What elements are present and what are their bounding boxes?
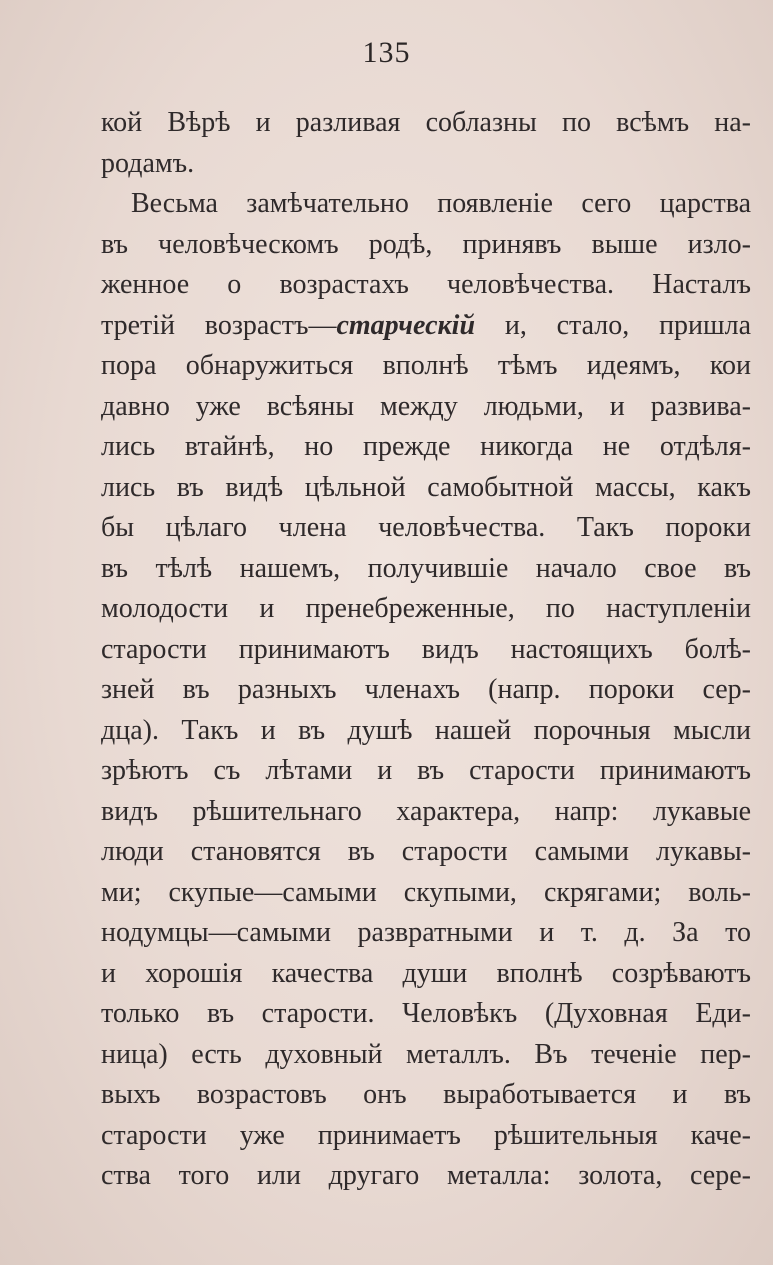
text-line: давно уже всѣяны между людьми, и развива- bbox=[101, 390, 751, 422]
text-segment: и, стало, пришла bbox=[475, 309, 751, 341]
text-line: и хорошія качества души вполнѣ созрѣваютъ bbox=[101, 957, 751, 989]
text-line: бы цѣлаго члена человѣчества. Такъ пороки bbox=[101, 512, 751, 543]
text-line: видъ рѣшительнаго характера, напр: лукавые bbox=[101, 795, 751, 827]
text-line: кой Вѣрѣ и разливая соблазны по всѣмъ на- bbox=[101, 107, 751, 138]
text-line: выхъ возрастовъ онъ выработывается и въ bbox=[101, 1079, 751, 1110]
text-line: пора обнаружиться вполнѣ тѣмъ идеямъ, кои bbox=[101, 350, 751, 381]
page-number: 135 bbox=[362, 36, 411, 69]
text-line: дца). Такъ и въ душѣ нашей порочныя мысли bbox=[101, 714, 751, 746]
text-line: родамъ. bbox=[101, 147, 195, 179]
text-line bbox=[101, 306, 751, 347]
text-line: старости принимаютъ видъ настоящихъ болѣ- bbox=[101, 633, 751, 665]
text-line: лись въ видѣ цѣльной самобытной массы, какъ bbox=[101, 471, 751, 503]
italic-emphasis: старческій bbox=[336, 309, 476, 341]
text-line: зрѣютъ съ лѣтами и въ старости принимаютъ bbox=[101, 755, 751, 786]
body-text bbox=[101, 103, 751, 1197]
text-line: въ тѣлѣ нашемъ, получившіе начало свое въ bbox=[101, 552, 751, 584]
text-line: ми; скупые—самыми скупыми, скрягами; воль- bbox=[101, 876, 751, 908]
text-line: ница) есть духовный металлъ. Въ теченіе пер- bbox=[101, 1038, 751, 1070]
text-line: лись втайнѣ, но прежде никогда не отдѣля- bbox=[101, 431, 751, 462]
text-line: женное о возрастахъ человѣчества. Насталъ bbox=[101, 269, 751, 300]
text-line: въ человѣческомъ родѣ, принявъ выше изло- bbox=[101, 228, 751, 260]
text-line: ства того или другаго металла: золота, сере- bbox=[101, 1160, 751, 1191]
text-line: зней въ разныхъ членахъ (напр. пороки сер- bbox=[101, 674, 751, 705]
text-line: Весьма замѣчательно появленіе сего царства bbox=[131, 188, 751, 219]
text-line: молодости и пренебреженные, по наступленіи bbox=[101, 593, 751, 624]
text-line: нодумцы—самыми развратными и т. д. За то bbox=[101, 917, 751, 948]
text-line: только въ старости. Человѣкъ (Духовная Еди- bbox=[101, 998, 751, 1029]
text-segment: третій возрастъ— bbox=[101, 309, 337, 341]
text-line: люди становятся въ старости самыми лукавы- bbox=[101, 836, 751, 867]
text-line: старости уже принимаетъ рѣшительныя каче- bbox=[101, 1119, 751, 1151]
